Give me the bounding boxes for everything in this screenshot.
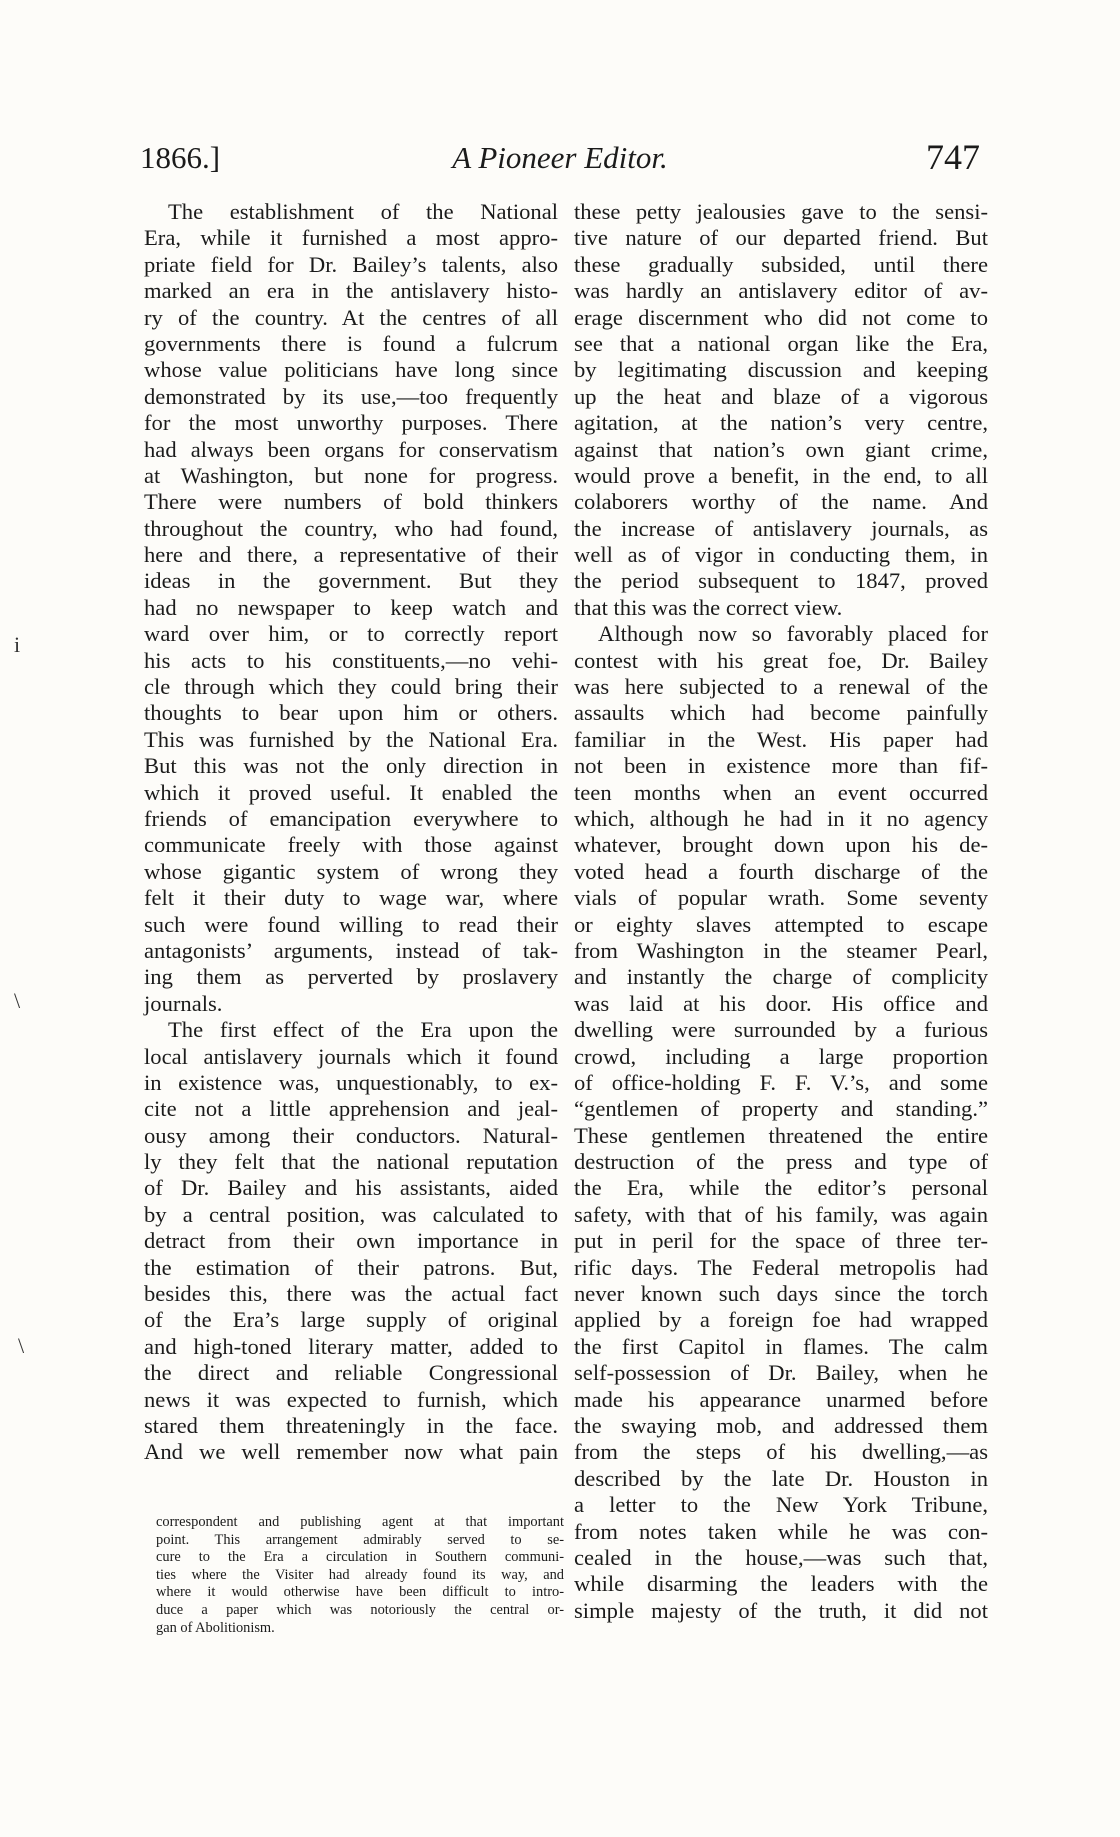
- text-line: such were found willing to read their: [144, 911, 558, 937]
- text-line: teen months when an event occurred: [574, 779, 988, 805]
- text-line: marked an era in the antislavery histo-: [144, 278, 558, 304]
- text-line: well as of vigor in conducting them, in: [574, 542, 988, 568]
- text-line: or eighty slaves attempted to escape: [574, 911, 988, 937]
- text-line: cealed in the house,—was such that,: [574, 1544, 988, 1570]
- text-line: from Washington in the steamer Pearl,: [574, 937, 988, 963]
- text-line: the swaying mob, and addressed them: [574, 1412, 988, 1438]
- text-line: whatever, brought down upon his de-: [574, 832, 988, 858]
- text-line: from notes taken while he was con-: [574, 1518, 988, 1544]
- text-line: which it proved useful. It enabled the: [144, 779, 558, 805]
- text-line: and high-toned literary matter, added to: [144, 1333, 558, 1359]
- text-line: would prove a benefit, in the end, to all: [574, 462, 988, 488]
- text-line: ry of the country. At the centres of all: [144, 304, 558, 330]
- text-line: had always been organs for conservatism: [144, 436, 558, 462]
- text-line: besides this, there was the actual fact: [144, 1281, 558, 1307]
- text-line: news it was expected to furnish, which: [144, 1386, 558, 1412]
- text-line: ing them as perverted by proslavery: [144, 964, 558, 990]
- text-line: erage discernment who did not come to: [574, 304, 988, 330]
- text-line: the Era, while the editor’s personal: [574, 1175, 988, 1201]
- text-line: familiar in the West. His paper had: [574, 726, 988, 752]
- text-line: his acts to his constituents,—no vehi-: [144, 647, 558, 673]
- text-line: these gradually subsided, until there: [574, 251, 988, 277]
- right-column-text: [574, 199, 988, 1624]
- text-line: Era, while it furnished a most appro-: [144, 225, 558, 251]
- text-line: self-possession of Dr. Bailey, when he: [574, 1360, 988, 1386]
- text-line: was laid at his door. His office and: [574, 990, 988, 1016]
- text-line: cle through which they could bring their: [144, 674, 558, 700]
- text-line: “gentlemen of property and standing.”: [574, 1096, 988, 1122]
- text-line: cure to the Era a circulation in Southern communi-: [156, 1549, 564, 1566]
- text-line: These gentlemen threatened the entire: [574, 1122, 988, 1148]
- text-line: cite not a little apprehension and jeal-: [144, 1096, 558, 1122]
- text-line: gan of Abolitionism.: [156, 1619, 275, 1636]
- text-line: ties where the Visiter had already found its way, and: [156, 1566, 564, 1583]
- text-line: for the most unworthy purposes. There: [144, 410, 558, 436]
- text-line: felt it their duty to wage war, where: [144, 885, 558, 911]
- text-line: antagonists’ arguments, instead of tak-: [144, 937, 558, 963]
- text-line: a letter to the New York Tribune,: [574, 1492, 988, 1518]
- text-line: dwelling were surrounded by a furious: [574, 1017, 988, 1043]
- text-line: by a central position, was calculated to: [144, 1201, 558, 1227]
- text-line: simple majesty of the truth, it did not: [574, 1597, 988, 1623]
- text-line: The establishment of the National: [168, 199, 558, 224]
- text-line: of the Era’s large supply of original: [144, 1307, 558, 1333]
- text-line: ly they felt that the national reputation: [144, 1149, 558, 1175]
- text-line: voted head a fourth discharge of the: [574, 858, 988, 884]
- text-line: stared them threateningly in the face.: [144, 1412, 558, 1438]
- left-column-text: [144, 199, 558, 1466]
- text-line: had no newspaper to keep watch and: [144, 594, 558, 620]
- text-line: crowd, including a large proportion: [574, 1043, 988, 1069]
- text-line: The first effect of the Era upon the: [168, 1017, 558, 1043]
- text-line: that this was the correct view.: [574, 594, 843, 620]
- text-line: not been in existence more than fif-: [574, 753, 988, 779]
- margin-mark: i: [14, 632, 21, 657]
- text-line: ideas in the government. But they: [144, 568, 558, 594]
- text-line: tive nature of our departed friend. But: [574, 225, 988, 251]
- text-line: contest with his great foe, Dr. Bailey: [574, 647, 988, 673]
- text-line: There were numbers of bold thinkers: [144, 489, 558, 515]
- text-line: in existence was, unquestionably, to ex-: [144, 1069, 558, 1095]
- text-line: friends of emancipation everywhere to: [144, 805, 558, 831]
- text-line: see that a national organ like the Era,: [574, 330, 988, 356]
- text-line: the first Capitol in flames. The calm: [574, 1333, 988, 1359]
- text-line: was here subjected to a renewal of the: [574, 674, 988, 700]
- text-line: ward over him, or to correctly report: [144, 621, 558, 647]
- text-line: up the heat and blaze of a vigorous: [574, 383, 988, 409]
- text-line: was hardly an antislavery editor of av-: [574, 278, 988, 304]
- text-line: safety, with that of his family, was again: [574, 1201, 988, 1227]
- text-line: from the steps of his dwelling,—as: [574, 1439, 988, 1465]
- text-line: agitation, at the nation’s very centre,: [574, 410, 988, 436]
- text-line: the increase of antislavery journals, as: [574, 515, 988, 541]
- text-line: But this was not the only direction in: [144, 753, 558, 779]
- text-line: correspondent and publishing agent at that important: [156, 1514, 564, 1530]
- text-line: vials of popular wrath. Some seventy: [574, 885, 988, 911]
- margin-mark: \: [14, 988, 21, 1013]
- text-line: point. This arrangement admirably served to se-: [156, 1531, 564, 1548]
- text-line: throughout the country, who had found,: [144, 515, 558, 541]
- text-line: made his appearance unarmed before: [574, 1386, 988, 1412]
- text-line: where it would otherwise have been difficult to intro-: [156, 1584, 564, 1601]
- text-line: local antislavery journals which it found: [144, 1043, 558, 1069]
- text-line: the direct and reliable Congressional: [144, 1360, 558, 1386]
- text-line: never known such days since the torch: [574, 1281, 988, 1307]
- header-title: A Pioneer Editor.: [452, 140, 668, 175]
- text-line: governments there is found a fulcrum: [144, 330, 558, 356]
- text-line: whose value politicians have long since: [144, 357, 558, 383]
- text-line: the period subsequent to 1847, proved: [574, 568, 988, 594]
- page-number: 747: [926, 137, 980, 177]
- text-line: detract from their own importance in: [144, 1228, 558, 1254]
- text-line: by legitimating discussion and keeping: [574, 357, 988, 383]
- text-line: which, although he had in it no agency: [574, 805, 988, 831]
- text-line: assaults which had become painfully: [574, 700, 988, 726]
- text-line: This was furnished by the National Era.: [144, 726, 558, 752]
- text-line: described by the late Dr. Houston in: [574, 1465, 988, 1491]
- text-line: against that nation’s own giant crime,: [574, 436, 988, 462]
- text-line: here and there, a representative of their: [144, 542, 558, 568]
- text-line: and instantly the charge of complicity: [574, 964, 988, 990]
- text-line: of office-holding F. F. V.’s, and some: [574, 1069, 988, 1095]
- text-line: destruction of the press and type of: [574, 1149, 988, 1175]
- text-line: priate field for Dr. Bailey’s talents, also: [144, 251, 558, 277]
- text-line: of Dr. Bailey and his assistants, aided: [144, 1175, 558, 1201]
- text-line: rific days. The Federal metropolis had: [574, 1254, 988, 1280]
- margin-mark: \: [18, 1333, 25, 1358]
- header-year: 1866.]: [140, 140, 221, 175]
- text-line: these petty jealousies gave to the sensi-: [574, 199, 988, 224]
- running-header: [140, 137, 980, 184]
- text-line: demonstrated by its use,—too frequently: [144, 383, 558, 409]
- text-line: Although now so favorably placed for: [598, 621, 988, 647]
- text-line: whose gigantic system of wrong they: [144, 858, 558, 884]
- text-line: journals.: [144, 990, 223, 1016]
- text-line: applied by a foreign foe had wrapped: [574, 1307, 988, 1333]
- text-line: the estimation of their patrons. But,: [144, 1254, 558, 1280]
- text-line: thoughts to bear upon him or others.: [144, 700, 558, 726]
- text-line: while disarming the leaders with the: [574, 1571, 988, 1597]
- text-line: colaborers worthy of the name. And: [574, 489, 988, 515]
- text-line: duce a paper which was notoriously the central or-: [156, 1601, 564, 1618]
- text-line: at Washington, but none for progress.: [144, 462, 558, 488]
- text-line: ousy among their conductors. Natural-: [144, 1122, 558, 1148]
- text-line: communicate freely with those against: [144, 832, 558, 858]
- text-line: put in peril for the space of three ter-: [574, 1228, 988, 1254]
- footnote: [156, 1514, 564, 1637]
- text-line: And we well remember now what pain: [144, 1439, 558, 1465]
